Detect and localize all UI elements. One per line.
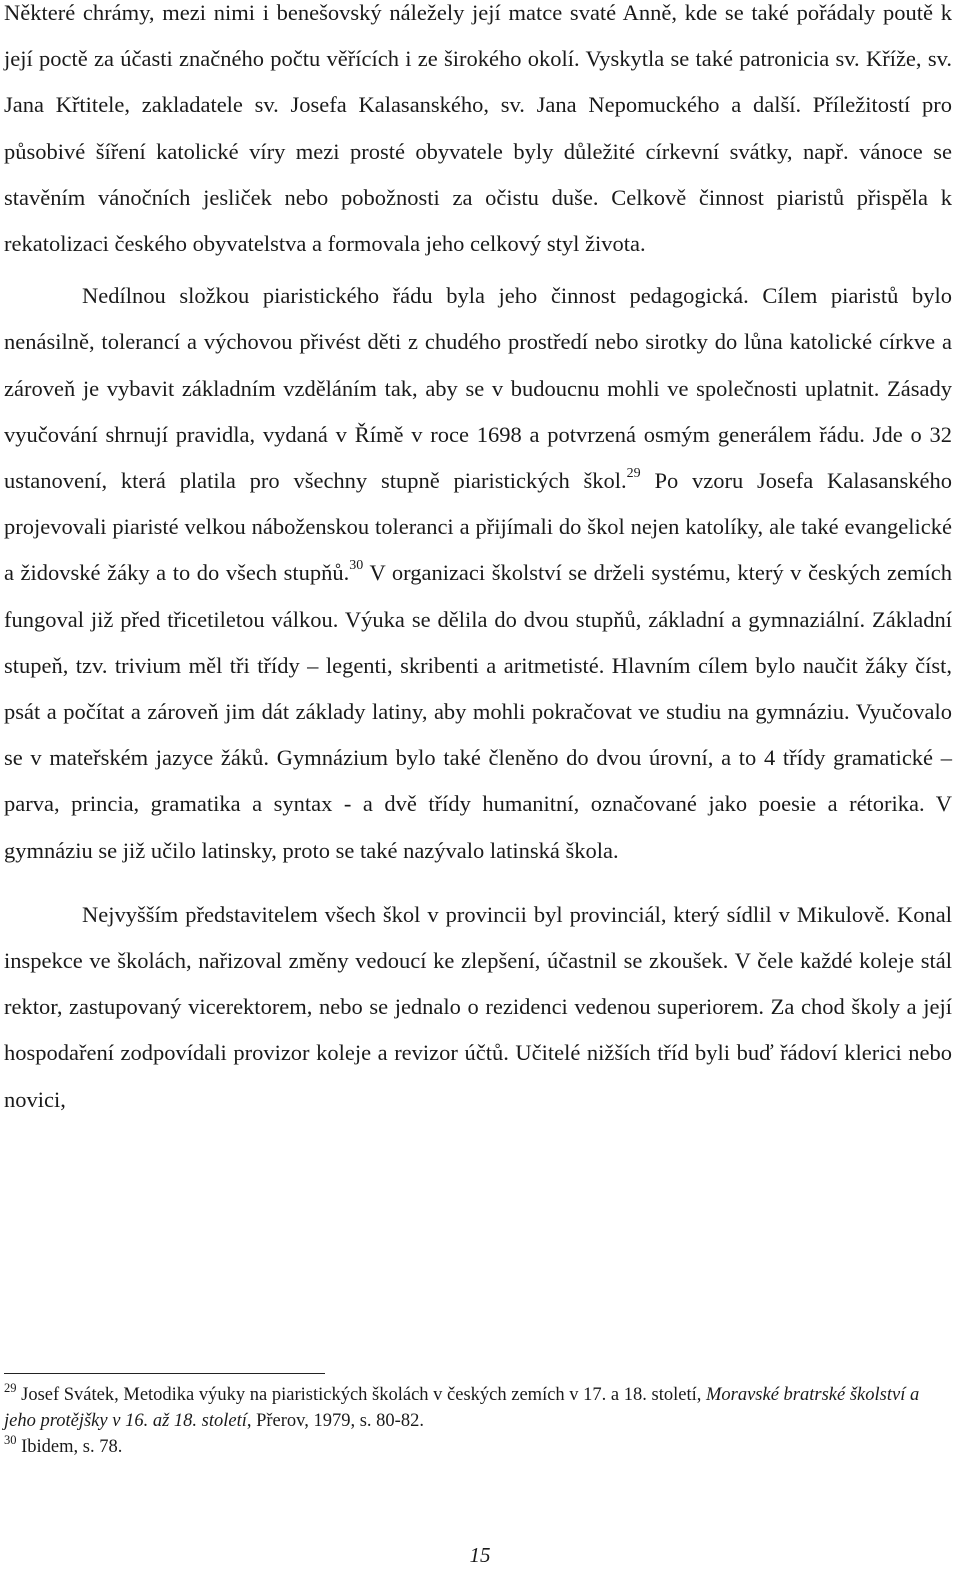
- paragraph-3-text: Nejvyšším představitelem všech škol v provincii byl provinciál, který sídlil v Mikulově. Konal inspekce ve školách, nařizoval změny vedoucí ke zlepšení, účastnil se zkoušek. V čele každé koleje stál rektor, zastupovaný vicerektorem, nebo se jednalo o rezidenci vedenou superiorem. Za chod školy a její hospodaření zodpovídali provizor koleje a revizor účtů. Učitelé nižších tříd byli buď řádoví klerici nebo novici,: [4, 901, 952, 1112]
- paragraph-1-text: Některé chrámy, mezi nimi i benešovský náležely její matce svaté Anně, kde se také pořádaly poutě k její poctě za účasti značného počtu věřících i ze širokého okolí. Vyskytla se také patronicia sv. Kříže, sv. Jana Křtitele, zakladatele sv. Josefa Kalasanského, sv. Jana Nepomuckého a další. Příležitostí pro působivé šíření katolické víry mezi prosté obyvatele byly důležité církevní svátky, např. vánoce se stavěním vánočních jesliček nebo pobožnosti za očistu duše. Celkově činnost piaristů přispěla k rekatolizaci českého obyvatelstva a formovala jeho celkový styl života.: [4, 0, 952, 257]
- page-number: 15: [469, 1543, 491, 1567]
- footnotes: [4, 1382, 952, 1460]
- footnote-29-number: 29: [4, 1381, 17, 1395]
- footnote-29-title: Moravské bratrské školství a jeho protějšky v 16. až 18. století: [4, 1385, 920, 1431]
- footnote-29: [4, 1382, 952, 1434]
- document-page: [4, 0, 952, 1123]
- paragraph-2-text-a: Nedílnou složkou piaristického řádu byla jeho činnost pedagogická. Cílem piaristů bylo nenásilně, tolerancí a výchovou přivést děti z chudého prostředí nebo sirotky do lůna katolické církve a zároveň je vybavit základním vzděláním tak, aby se v budoucnu mohli ve společnosti uplatnit. Zásady vyučování shrnují pravidla, vydaná v Římě v roce 1698 a potvrzená osmým generálem řádu. Jde o 32 ustanovení, která platila pro všechny stupně piaristických škol.: [4, 283, 952, 494]
- footnote-ref-29[interactable]: 29: [626, 466, 641, 482]
- paragraph-3: [4, 892, 952, 1123]
- footnote-30: [4, 1434, 952, 1460]
- footnote-separator: [4, 1373, 325, 1374]
- footnote-29-text-b: , Přerov, 1979, s. 80-82.: [246, 1411, 424, 1431]
- paragraph-2: [4, 273, 952, 874]
- paragraph-2-text-c: V organizaci školství se drželi systému, který v českých zemích fungoval již před třicetiletou válkou. Výuka se dělila do dvou stupňů, základní a gymnaziální. Základní stupeň, tzv. trivium měl tři třídy – legenti, skribenti a aritmetisté. Hlavním cílem bylo naučit žáky číst, psát a počítat a zároveň jim dát základy latiny, aby mohli pokračovat ve studiu na gymnáziu. Vyučovalo se v mateřském jazyce žáků. Gymnázium bylo také členěno do dvou úrovní, a to 4 třídy gramatické – parva, princia, gramatika a syntax - a dvě třídy humanitní, označované jako poesie a rétorika. V gymnáziu se již učilo latinsky, proto se také nazývalo latinská škola.: [4, 560, 952, 863]
- footnote-30-number: 30: [4, 1433, 17, 1447]
- paragraph-1: [4, 0, 952, 267]
- footnote-ref-30[interactable]: 30: [349, 558, 364, 574]
- footnote-30-text: Ibidem, s. 78.: [16, 1437, 123, 1457]
- footnote-29-text-a: Josef Svátek, Metodika výuky na piaristických školách v českých zemích v 17. a 18. století,: [16, 1385, 706, 1405]
- paragraph-2-text-b: Po vzoru Josefa Kalasanského projevovali piaristé velkou náboženskou toleranci a přijímali do škol nejen katolíky, ale také evangelické a židovské žáky a to do všech stupňů.: [4, 468, 952, 586]
